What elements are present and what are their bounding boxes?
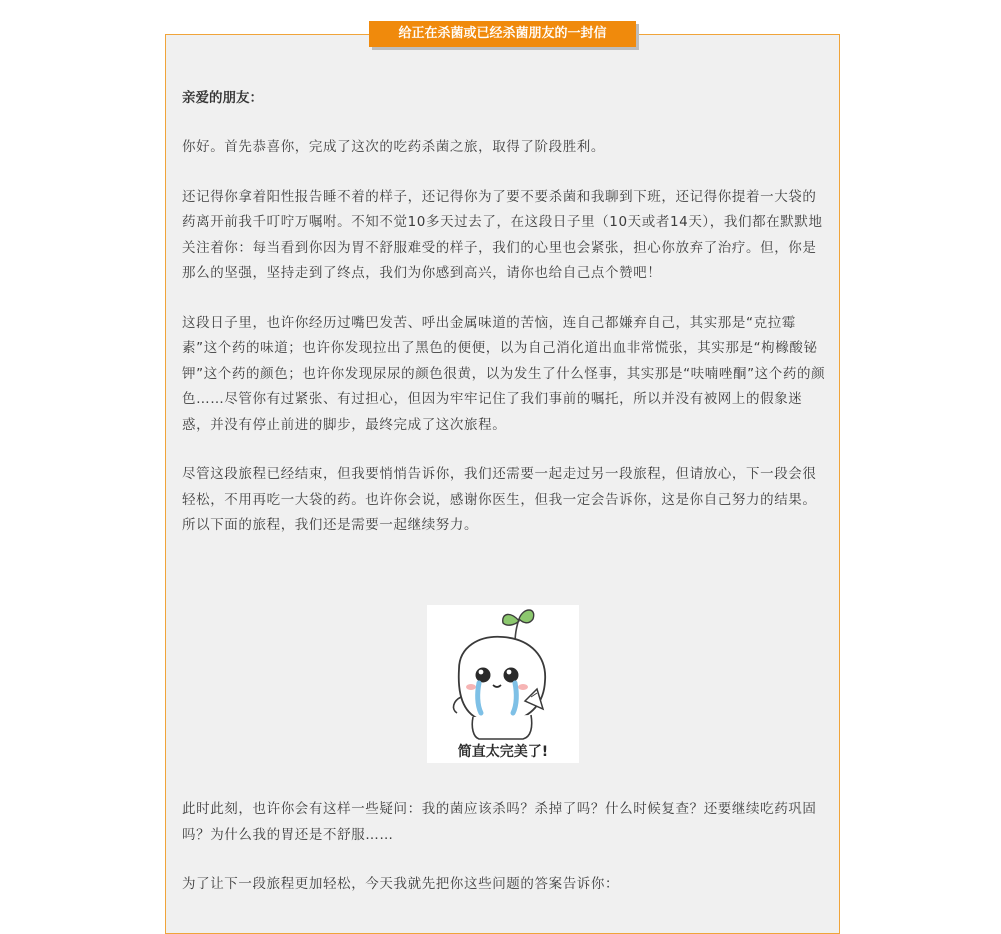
- sticker-image: [427, 605, 579, 763]
- greeting: 亲爱的朋友：: [182, 90, 263, 106]
- paragraph-4: 尽管这段旅程已经结束，但我要悄悄告诉你，我们还需要一起走过另一段旅程，但请放心，下一段会很轻松，不用再吃一大袋的药。也许你会说，感谢你医生，但我一定会告诉你，这是你自己努力的结果。所以下面的旅程，我们还是需要一起继续努力。: [182, 466, 817, 533]
- sticker-caption: 简直太完美了!: [457, 744, 549, 760]
- article-title: 给正在杀菌或已经杀菌朋友的一封信: [369, 21, 636, 47]
- paragraph-2: 还记得你拿着阳性报告睡不着的样子，还记得你为了要不要杀菌和我聊到下班，还记得你提着一大袋的药离开前我千叮咛万嘱咐。不知不觉10多天过去了，在这段日子里（10天或者14天），我们都在默默地关注着你：每当看到你因为胃不舒服难受的样子，我们的心里也会紧张，担心你放弃了治疗。但，你是那么的坚强，坚持走到了终点，我们为你感到高兴，请你也给自己点个赞吧！: [182, 188, 823, 281]
- paragraph-5: 此时此刻，也许你会有这样一些疑问：我的菌应该杀吗？杀掉了吗？什么时候复查？还要继续吃药巩固吗？为什么我的胃还是不舒服……: [182, 801, 817, 843]
- crying-sprout-bun-icon: [427, 605, 579, 763]
- paragraph-1: 你好。首先恭喜你，完成了这次的吃药杀菌之旅，取得了阶段胜利。: [182, 139, 605, 155]
- paragraph-3: 这段日子里，也许你经历过嘴巴发苦、呼出金属味道的苦恼，连自己都嫌弃自己，其实那是“克拉霉素”这个药的味道；也许你发现拉出了黑色的便便，以为自己消化道出血非常慌张，其实那是“枸橼酸铋钾”这个药的颜色；也许你发现尿尿的颜色很黄，以为发生了什么怪事，其实那是“呋喃唑酮”这个药的颜色……尽管你有过紧张、有过担心，但因为牢牢记住了我们事前的嘱托，所以并没有被网上的假象迷惑，并没有停止前进的脚步，最终完成了这次旅程。: [182, 314, 826, 433]
- article-body: [182, 86, 827, 539]
- article-body-continued: [182, 797, 827, 898]
- paragraph-6: 为了让下一段旅程更加轻松，今天我就先把你这些问题的答案告诉你：: [182, 876, 620, 892]
